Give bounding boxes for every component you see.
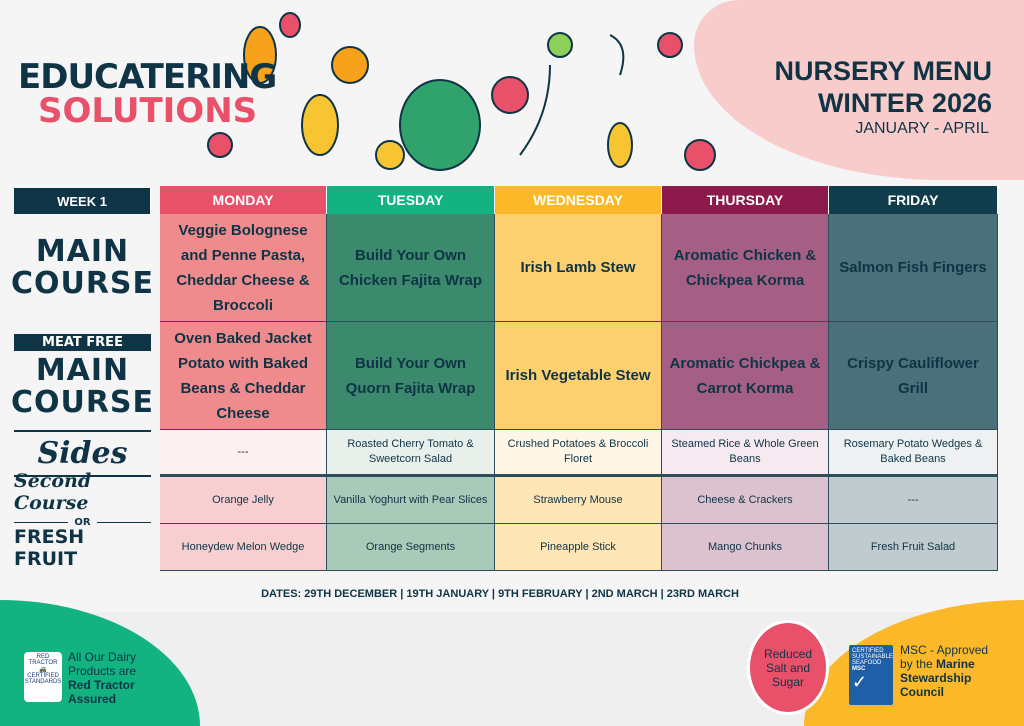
educatering-logo (18, 57, 277, 131)
fruit-cell (829, 524, 998, 571)
msc-line: Stewardship (900, 671, 972, 685)
meat-free-cell (495, 322, 662, 430)
logo-line2: SOLUTIONS (38, 91, 258, 131)
sides-cell (662, 430, 829, 477)
fruit-cell-text: Fresh Fruit Salad (870, 540, 956, 553)
sides-cell (160, 430, 327, 477)
meat-free-cell (160, 322, 327, 430)
salt-text: Reduced Salt and Sugar (763, 646, 813, 689)
page-subtitle: JANUARY - APRIL (855, 120, 989, 137)
main-cell-text: Irish Lamb Stew (520, 259, 636, 276)
second-cell-text: --- (907, 493, 919, 506)
red-tractor-logo: RED TRACTOR 🚜 CERTIFIED STANDARDS (24, 652, 62, 702)
second-cell (160, 477, 327, 524)
fruit-cell-text: Mango Chunks (708, 540, 782, 553)
meat-free-badge: MEAT FREE (14, 334, 151, 351)
second-cell-text: Strawberry Mouse (533, 493, 623, 506)
title-line1: NURSERY MENU (774, 56, 992, 86)
meat-free-cell (662, 322, 829, 430)
sides-cell (829, 430, 998, 477)
meat-free-cell (829, 322, 998, 430)
main-cell-text: Build Your Own Chicken Fajita Wrap (338, 246, 483, 289)
msc-line: Council (900, 685, 944, 699)
sides-cell-text: Rosemary Potato Wedges & Baked Beans (843, 438, 983, 465)
main-cell (327, 214, 495, 322)
sides-cell-text: Crushed Potatoes & Broccoli Floret (507, 438, 649, 465)
or-divider: OR (14, 517, 151, 528)
second-course-label: Second Course (14, 470, 92, 514)
fruit-cell-text: Pineapple Stick (540, 540, 616, 553)
main-cell (495, 214, 662, 322)
fruit-cell (662, 524, 829, 571)
fruit-vegetable-illustrations (200, 5, 740, 180)
day-header-monday-text: MONDAY (212, 192, 274, 208)
sides-cell-text: --- (237, 445, 249, 458)
second-cell-text: Orange Jelly (212, 493, 274, 506)
week-label (14, 188, 151, 214)
reduced-salt-sugar-badge (747, 620, 829, 715)
mf-line2: COURSE (10, 384, 155, 420)
row-label-second-course (14, 470, 160, 528)
meat-free-cell-text: Build Your Own Quorn Fajita Wrap (345, 354, 476, 397)
msc-line: Marine (936, 657, 975, 671)
day-header-friday-text: FRIDAY (887, 192, 939, 208)
sides-cell-text: Roasted Cherry Tomato & Sweetcorn Salad (347, 438, 474, 465)
main-cell-text: Aromatic Chicken & Chickpea Korma (673, 246, 817, 289)
title-line2: WINTER 2026 (817, 88, 992, 118)
red-tractor-text (68, 650, 136, 706)
day-header-friday (829, 186, 998, 214)
row-label-fresh-fruit (14, 524, 160, 571)
day-header-thursday (662, 186, 829, 214)
day-header-tuesday (327, 186, 495, 214)
main-line2: COURSE (10, 266, 155, 301)
msc-text (900, 643, 988, 699)
menu-dates: DATES: 29TH DECEMBER | 19TH JANUARY | 9TH FEBRUARY | 2ND MARCH | 23RD MARCH (261, 588, 739, 600)
page-title (774, 55, 992, 119)
fresh-fruit-label: FRESH FRUIT (14, 525, 85, 570)
second-cell (495, 477, 662, 524)
day-header-tuesday-text: TUESDAY (377, 192, 444, 208)
day-header-wednesday (495, 186, 662, 214)
second-cell-text: Vanilla Yoghurt with Pear Slices (333, 493, 488, 506)
rt-line: Products are (68, 664, 137, 678)
main-cell-text: Salmon Fish Fingers (839, 259, 987, 276)
sides-cell-text: Steamed Rice & Whole Green Beans (671, 438, 819, 465)
msc-line: MSC - Approved (900, 643, 989, 657)
main-cell (160, 214, 327, 322)
sides-cell (495, 430, 662, 477)
meat-free-cell (327, 322, 495, 430)
main-cell (829, 214, 998, 322)
rt-line: Red Tractor (68, 678, 135, 692)
fruit-cell (327, 524, 495, 571)
meat-free-cell-text: Crispy Cauliflower Grill (847, 354, 979, 397)
main-line1: MAIN (35, 234, 130, 269)
meat-free-cell-text: Aromatic Chickpea & Carrot Korma (669, 354, 821, 397)
fruit-cell (160, 524, 327, 571)
logo-line1: EDUCATERING (18, 57, 277, 97)
rt-line: Assured (68, 692, 117, 706)
fruit-cell-text: Honeydew Melon Wedge (181, 540, 305, 553)
day-header-wednesday-text: WEDNESDAY (533, 192, 623, 208)
mf-line1: MAIN (35, 352, 130, 388)
row-label-meat-free (10, 322, 160, 430)
menu-table (10, 186, 998, 571)
fruit-cell (495, 524, 662, 571)
second-cell-text: Cheese & Crackers (697, 493, 793, 506)
day-header-thursday-text: THURSDAY (706, 192, 784, 208)
sides-label: Sides (37, 436, 128, 471)
second-cell (662, 477, 829, 524)
rt-line: All Our Dairy (68, 650, 137, 664)
day-header-monday (160, 186, 327, 214)
meat-free-cell-text: Oven Baked Jacket Potato with Baked Beans & Cheddar Cheese (174, 329, 312, 422)
second-cell (829, 477, 998, 524)
sides-cell (327, 430, 495, 477)
week-label-text: WEEK 1 (57, 193, 107, 209)
main-cell (662, 214, 829, 322)
msc-line: by the (900, 657, 937, 671)
main-cell-text: Veggie Bolognese and Penne Pasta, Cheddar Cheese & Broccoli (176, 221, 310, 314)
second-cell (327, 477, 495, 524)
fruit-cell-text: Orange Segments (365, 540, 456, 553)
msc-logo: CERTIFIED SUSTAINABLE SEAFOOD MSC ✓ (849, 645, 893, 705)
row-label-main-course (10, 214, 160, 322)
meat-free-cell-text: Irish Vegetable Stew (505, 367, 651, 384)
